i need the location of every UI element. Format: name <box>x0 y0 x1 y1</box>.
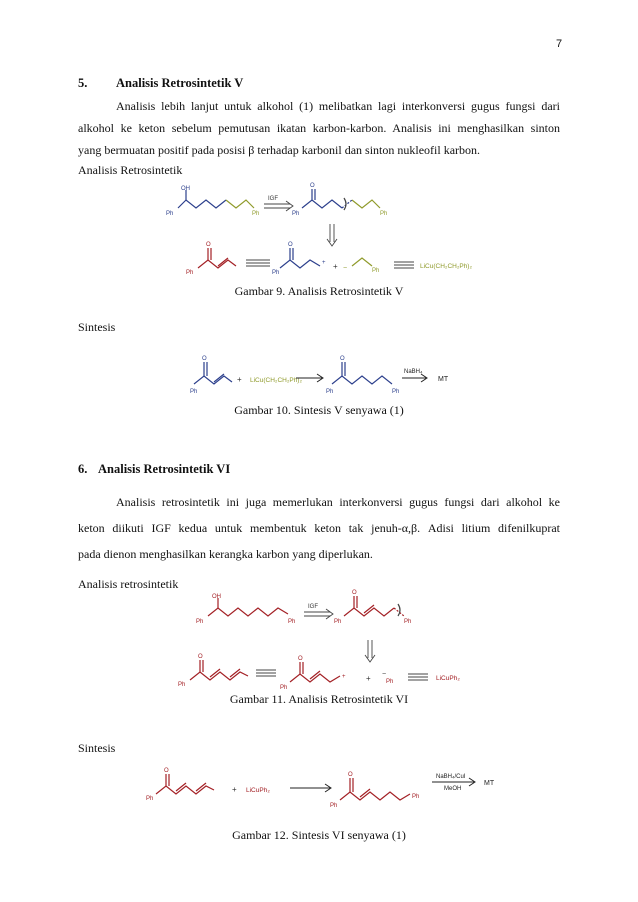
fig9-plus-sign: + <box>333 262 338 271</box>
fig11-ph-label-2: Ph <box>288 619 296 625</box>
fig10-enone <box>194 362 232 384</box>
fig12-ph-label-1: Ph <box>146 796 154 802</box>
fig11-o-label-1: O <box>352 590 357 596</box>
fig12-product: MT <box>484 780 495 787</box>
fig9-ph-label-5: Ph <box>186 270 194 276</box>
fig11-minus-charge: − <box>382 671 387 678</box>
fig12-ph-label-3: Ph <box>412 794 420 800</box>
fig12-condition-1: NaBH₄/CuI <box>436 774 466 780</box>
fig11-retro-arrow-1 <box>304 609 333 619</box>
fig10-ketone <box>332 362 392 384</box>
fig9-ph-label-4: Ph <box>380 211 388 217</box>
section5-number: 5. <box>78 76 88 90</box>
fig10-condition: NaBH₄ <box>404 369 423 375</box>
fig10-reagent: LiCu(CH₂CH₂Ph)₂ <box>250 377 302 384</box>
fig9-enone <box>198 248 236 268</box>
fig10-ph-label-1: Ph <box>190 389 198 395</box>
fig10-plus: + <box>237 375 242 384</box>
fig11-ph-label-3: Ph <box>334 619 342 625</box>
figure10-scheme <box>0 340 638 400</box>
section6-para-line-3: pada dienon menghasilkan kerangka karbon yang diperlukan. <box>78 547 373 561</box>
fig11-plus-charge: + <box>342 674 346 680</box>
fig11-enone-disconnect <box>344 596 404 616</box>
fig9-o-label-2: O <box>206 242 211 248</box>
fig11-ph-anion: Ph <box>386 679 394 685</box>
fig12-product-ketone <box>340 778 410 800</box>
figure11-caption: Gambar 11. Analisis Retrosintetik VI <box>229 692 409 706</box>
fig10-ph-label-2: Ph <box>326 389 334 395</box>
section6-number: 6. <box>78 462 88 476</box>
fig10-product: MT <box>438 376 449 383</box>
section6-title: Analisis Retrosintetik VI <box>98 462 231 476</box>
section5-analysis-label: Analisis Retrosintetik <box>78 163 183 177</box>
fig9-alcohol <box>178 190 254 208</box>
fig9-o-label-1: O <box>310 183 315 189</box>
section5-para-line-2: alkohol ke keton sebelum pemutusan ikatan karbon-karbon. Analisis ini menghasilkan sinton <box>78 121 560 135</box>
page-number: 7 <box>556 38 563 50</box>
section6-analysis-label: Analisis retrosintetik <box>78 577 179 591</box>
section5-para-line-1: Analisis lebih lanjut untuk alkohol (1) melibatkan lagi interkonversi gugus fungsi dari <box>116 99 560 113</box>
section6-para-line-2: keton diikuti IGF kedua untuk membentuk keton tak jenuh-α,β. Adisi litium difenilkuprat <box>78 521 560 535</box>
fig11-retro-arrow-2 <box>365 640 375 662</box>
fig9-oh-label: OH <box>181 186 190 192</box>
fig11-igf-label: IGF <box>308 604 318 610</box>
fig11-ph-label-4: Ph <box>404 619 412 625</box>
fig9-ph-label-6: Ph <box>272 270 280 276</box>
fig9-ph-label-2: Ph <box>252 211 260 217</box>
fig10-ph-label-3: Ph <box>392 389 400 395</box>
figure12-caption: Gambar 12. Sintesis VI senyawa (1) <box>232 828 406 842</box>
fig9-anion-synthon <box>352 258 372 266</box>
fig11-ph-label-5: Ph <box>178 682 186 688</box>
fig11-o-label-3: O <box>298 656 303 662</box>
section6-para-line-1: Analisis retrosintetik ini juga memerlukan interkonversi gugus fungsi dari alkohol ke <box>116 495 560 509</box>
fig12-arrow-1 <box>290 784 331 792</box>
fig9-retro-arrow-1 <box>264 201 293 211</box>
figure11-scheme <box>0 590 638 700</box>
fig9-cation-synthon <box>280 248 320 268</box>
fig12-condition-2: MeOH <box>444 786 462 792</box>
fig11-equiv-1 <box>256 670 276 676</box>
fig12-dienone <box>156 774 214 794</box>
fig9-igf-label: IGF <box>268 196 278 202</box>
section5-sintesis-label: Sintesis <box>78 320 116 334</box>
fig10-arrow-2 <box>402 374 427 382</box>
fig11-oh-label: OH <box>212 594 221 600</box>
section5-para-line-3: yang bermuatan positif pada posisi β terhadap karbonil dan sinton nukleofil karbon. <box>78 143 481 157</box>
fig11-plus-sign: + <box>366 674 371 683</box>
fig9-minus-charge: − <box>343 265 348 272</box>
fig9-ph-label-7: Ph <box>372 268 380 274</box>
section6-sintesis-label: Sintesis <box>78 741 116 755</box>
fig11-reagent: LiCuPh₂ <box>436 675 460 682</box>
figure10-caption: Gambar 10. Sintesis V senyawa (1) <box>234 403 404 417</box>
section5-title: Analisis Retrosintetik V <box>116 76 244 90</box>
fig9-o-label-3: O <box>288 242 293 248</box>
fig9-equiv-1 <box>246 260 270 266</box>
figure9-scheme <box>0 178 638 288</box>
figure9-caption: Gambar 9. Analisis Retrosintetik V <box>234 284 404 298</box>
fig11-dienone <box>190 660 248 680</box>
fig11-o-label-2: O <box>198 654 203 660</box>
fig11-alcohol <box>208 598 288 616</box>
fig12-plus: + <box>232 785 237 794</box>
fig12-o-label-1: O <box>164 768 169 774</box>
fig11-equiv-2 <box>408 674 428 680</box>
fig10-o-label-2: O <box>340 356 345 362</box>
fig11-ph-label-1: Ph <box>196 619 204 625</box>
fig9-equiv-2 <box>394 262 414 268</box>
fig9-reagent: LiCu(CH₂CH₂Ph)₂ <box>420 263 472 270</box>
fig9-ketone <box>302 189 380 210</box>
fig9-ph-label-1: Ph <box>166 211 174 217</box>
fig12-o-label-2: O <box>348 772 353 778</box>
fig9-retro-arrow-2 <box>327 224 337 246</box>
fig11-cation-synthon <box>290 662 340 682</box>
figure12-scheme <box>0 760 638 820</box>
fig12-ph-label-2: Ph <box>330 803 338 809</box>
fig11-ph-label-6: Ph <box>280 685 288 691</box>
fig9-plus-charge: + <box>322 260 326 266</box>
fig9-ph-label-3: Ph <box>292 211 300 217</box>
fig10-o-label-1: O <box>202 356 207 362</box>
fig12-reagent: LiCuPh₂ <box>246 787 270 794</box>
